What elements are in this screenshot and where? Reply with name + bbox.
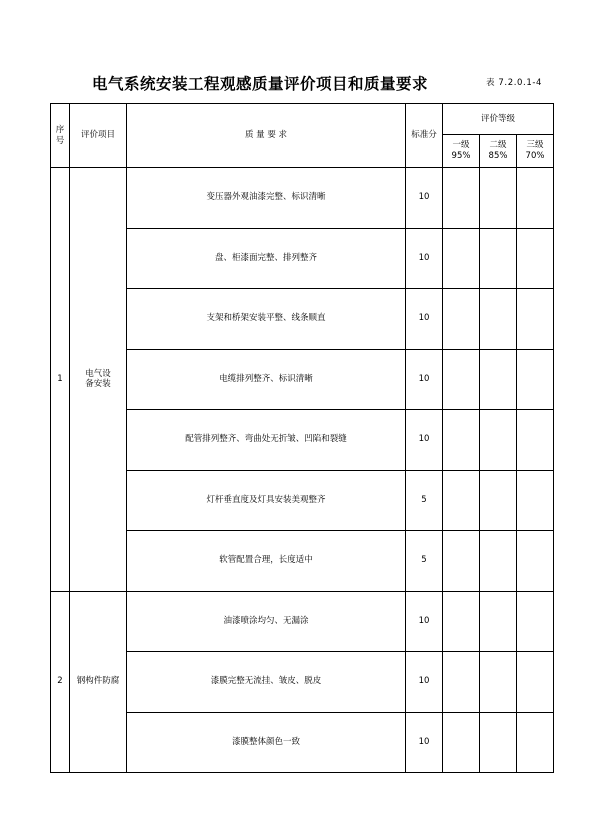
grade-1-cell[interactable]	[443, 591, 480, 652]
group-1-item	[70, 168, 127, 592]
group-2-item-line1: 钢构件防腐	[76, 676, 120, 687]
grade-3-cell[interactable]	[517, 349, 554, 410]
table-row	[51, 168, 554, 229]
grade-1-cell[interactable]	[443, 470, 480, 531]
header-grade-group: 评价等级	[443, 104, 554, 135]
header-grade-2	[480, 135, 517, 168]
table-row	[51, 470, 554, 531]
grade-3-cell[interactable]	[517, 712, 554, 773]
grade-2-name: 二级	[489, 140, 507, 151]
score-cell: 10	[406, 289, 443, 350]
grade-2-cell[interactable]	[480, 652, 517, 713]
grade-3-cell[interactable]	[517, 591, 554, 652]
requirement-cell: 漆膜完整无流挂、皱皮、脱皮	[127, 652, 406, 713]
grade-2-cell[interactable]	[480, 531, 517, 592]
grade-2-cell[interactable]	[480, 228, 517, 289]
grade-1-cell[interactable]	[443, 712, 480, 773]
table-row	[51, 289, 554, 350]
grade-3-pct: 70%	[525, 151, 545, 161]
document-title: 电气系统安装工程观感质量评价项目和质量要求	[92, 75, 429, 93]
grade-3-cell[interactable]	[517, 652, 554, 713]
evaluation-table	[50, 103, 554, 773]
grade-1-cell[interactable]	[443, 652, 480, 713]
grade-2-cell[interactable]	[480, 410, 517, 471]
grade-1-pct: 95%	[451, 151, 471, 161]
requirement-cell: 变压器外观油漆完整、标识清晰	[127, 168, 406, 229]
score-cell: 10	[406, 168, 443, 229]
header-score: 标准分	[406, 104, 443, 168]
requirement-cell: 电缆排列整齐、标识清晰	[127, 349, 406, 410]
score-cell: 10	[406, 349, 443, 410]
grade-3-cell[interactable]	[517, 289, 554, 350]
grade-1-name: 一级	[452, 140, 470, 151]
grade-2-cell[interactable]	[480, 470, 517, 531]
grade-3-cell[interactable]	[517, 531, 554, 592]
table-row	[51, 652, 554, 713]
table-row	[51, 712, 554, 773]
requirement-cell: 盘、柜漆面完整、排列整齐	[127, 228, 406, 289]
table-row	[51, 531, 554, 592]
header-requirement: 质 量 要 求	[127, 104, 406, 168]
score-cell: 10	[406, 712, 443, 773]
table-code: 表 7.2.0.1-4	[486, 78, 543, 88]
requirement-cell: 漆膜整体颜色一致	[127, 712, 406, 773]
grade-3-cell[interactable]	[517, 168, 554, 229]
header-seq-top: 序	[55, 124, 65, 135]
grade-1-cell[interactable]	[443, 349, 480, 410]
table-row	[51, 228, 554, 289]
requirement-cell: 软管配置合理，长度适中	[127, 531, 406, 592]
table-row	[51, 349, 554, 410]
grade-2-pct: 85%	[488, 151, 508, 161]
score-cell: 10	[406, 591, 443, 652]
header-seq-bottom: 号	[55, 135, 65, 146]
grade-3-cell[interactable]	[517, 410, 554, 471]
group-2-item	[70, 591, 127, 773]
grade-3-cell[interactable]	[517, 228, 554, 289]
score-cell: 10	[406, 228, 443, 289]
grade-1-cell[interactable]	[443, 531, 480, 592]
grade-3-cell[interactable]	[517, 470, 554, 531]
header-grade-1	[443, 135, 480, 168]
grade-1-cell[interactable]	[443, 410, 480, 471]
header-item: 评价项目	[70, 104, 127, 168]
table-row	[51, 591, 554, 652]
score-cell: 10	[406, 652, 443, 713]
requirement-cell: 灯杆垂直度及灯具安装美观整齐	[127, 470, 406, 531]
group-1-item-line1: 电气设	[85, 368, 111, 379]
header-row	[51, 104, 554, 135]
grade-2-cell[interactable]	[480, 168, 517, 229]
group-2-seq: 2	[51, 591, 70, 773]
grade-2-cell[interactable]	[480, 712, 517, 773]
grade-1-cell[interactable]	[443, 289, 480, 350]
score-cell: 5	[406, 531, 443, 592]
requirement-cell: 支架和桥架安装平整、线条顺直	[127, 289, 406, 350]
group-1-item-line2: 备安装	[85, 379, 111, 390]
grade-3-name: 三级	[526, 140, 544, 151]
table-row	[51, 410, 554, 471]
grade-2-cell[interactable]	[480, 591, 517, 652]
requirement-cell: 油漆喷涂均匀、无漏涂	[127, 591, 406, 652]
group-1-seq: 1	[51, 168, 70, 592]
header-seq	[51, 104, 70, 168]
grade-1-cell[interactable]	[443, 228, 480, 289]
grade-1-cell[interactable]	[443, 168, 480, 229]
score-cell: 5	[406, 470, 443, 531]
header-grade-3	[517, 135, 554, 168]
requirement-cell: 配管排列整齐、弯曲处无折皱、凹陷和裂缝	[127, 410, 406, 471]
grade-2-cell[interactable]	[480, 349, 517, 410]
grade-2-cell[interactable]	[480, 289, 517, 350]
score-cell: 10	[406, 410, 443, 471]
